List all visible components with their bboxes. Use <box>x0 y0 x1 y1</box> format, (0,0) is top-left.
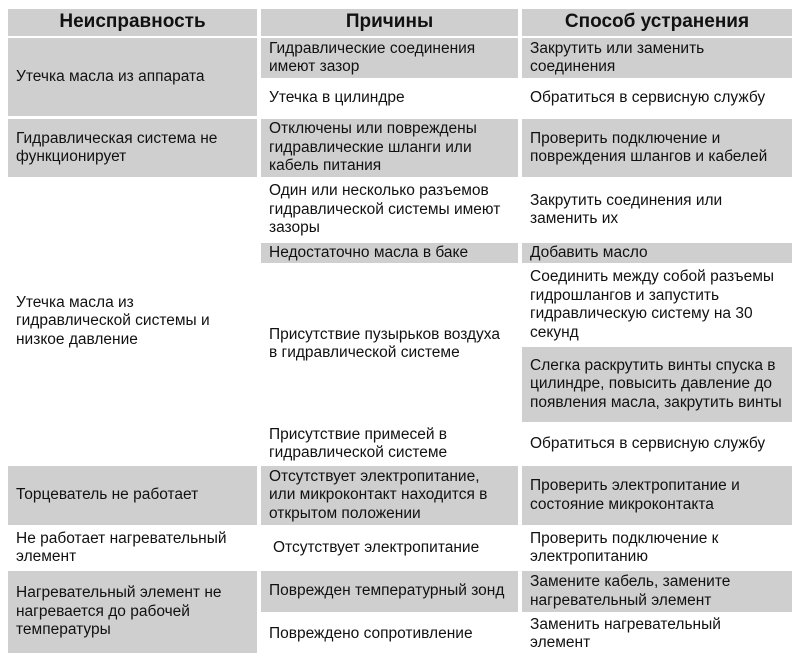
cause-cell: Повреждено сопротивление <box>261 615 518 653</box>
remedy-cell: Проверить подключение и повреждения шлангов и кабелей <box>522 119 792 177</box>
fault-cell: Не работает нагревательный элемент <box>8 528 257 568</box>
remedy-cell: Закрутить соединения или заменить их <box>522 180 792 240</box>
remedy-cell: Обратиться в сервисную службу <box>522 425 792 463</box>
header-remedy: Способ устранения <box>522 9 792 36</box>
remedy-cell: Добавить масло <box>522 243 792 263</box>
fault-cell: Утечка масла из гидравлической системы и низкое давление <box>8 180 257 463</box>
header-fault: Неисправность <box>8 9 257 36</box>
remedy-cell: Соединить между собой разъемы гидрошлангов и запустить гидравлическую систему на 30 секунд <box>522 266 792 344</box>
cause-cell: Один или несколько разъемов гидравлической системы имеют зазоры <box>261 180 518 240</box>
fault-cell: Гидравлическая система не функционирует <box>8 119 257 177</box>
remedy-cell: Проверить подключение к электропитанию <box>522 528 792 568</box>
remedy-cell: Закрутить или заменить соединения <box>522 38 792 78</box>
cause-cell: Отключены или повреждены гидравлические шланги или кабель питания <box>261 119 518 177</box>
remedy-cell: Замените кабель, замените нагревательный элемент <box>522 571 792 612</box>
cause-cell: Гидравлические соединения имеют зазор <box>261 38 518 78</box>
remedy-cell: Обратиться в сервисную службу <box>522 81 792 116</box>
cause-cell: Поврежден температурный зонд <box>261 571 518 612</box>
cause-cell: Недостаточно масла в баке <box>261 243 518 263</box>
remedy-cell: Слегка раскрутить винты спуска в цилиндре, повысить давление до появления масла, закрутить винты <box>522 347 792 422</box>
cause-cell: Отсутствует электропитание <box>261 528 518 568</box>
fault-cell: Торцеватель не работает <box>8 466 257 525</box>
fault-cell: Нагревательный элемент не нагревается до рабочей температуры <box>8 571 257 653</box>
remedy-cell: Проверить электропитание и состояние микроконтакта <box>522 466 792 525</box>
cause-cell: Присутствие пузырьков воздуха в гидравлической системе <box>261 266 518 422</box>
fault-cell: Утечка масла из аппарата <box>8 38 257 116</box>
header-causes: Причины <box>261 9 518 36</box>
cause-cell: Отсутствует электропитание, или микроконтакт находится в открытом положении <box>261 466 518 525</box>
cause-cell: Присутствие примесей в гидравлической системе <box>261 425 518 463</box>
remedy-cell: Заменить нагревательный элемент <box>522 615 792 653</box>
cause-cell: Утечка в цилиндре <box>261 81 518 116</box>
